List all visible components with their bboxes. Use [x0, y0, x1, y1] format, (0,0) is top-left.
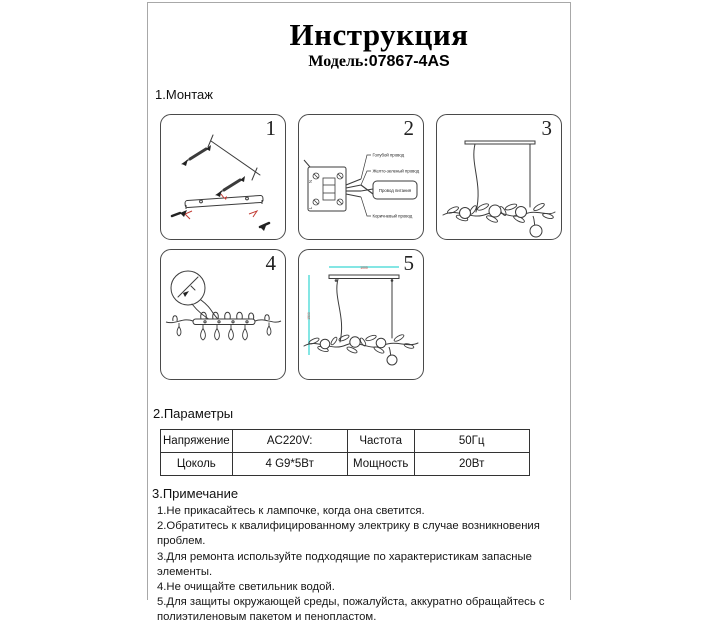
note-item: 2.Обратитесь к квалифицированному электрику в случае возникновения проблем. — [157, 520, 540, 548]
note-item: 5.Для защиты окружающей среды, пожалуйста, аккуратно обращайтесь с полиэтиленовым пакетом и пенопластом. — [157, 596, 545, 624]
notes-list — [157, 504, 573, 626]
params-table — [160, 429, 530, 476]
table-row — [161, 453, 530, 476]
panel-step-5 — [298, 249, 424, 380]
wire-label-yellow-green: Желто-зеленый провод — [372, 168, 420, 174]
manual-page — [147, 2, 571, 624]
note-item: 3.Для ремонта используйте подходящие по характеристикам запасные элементы. — [157, 550, 532, 578]
model-label: Модель: — [308, 53, 369, 70]
panel-number: 3 — [541, 116, 552, 140]
panel-number: 4 — [265, 251, 276, 275]
wire-label-power: Провод питания — [378, 187, 412, 193]
wire-label-blue: Голубой провод — [372, 152, 405, 158]
param-name-power: Мощность — [347, 453, 414, 476]
panel-step-3 — [436, 114, 562, 240]
table-row — [161, 430, 530, 453]
section-notes-heading: 3.Примечание — [152, 486, 239, 501]
panel-number: 1 — [265, 116, 276, 140]
terminal-n-label: N — [308, 179, 313, 183]
width-dimension-label: 1000 — [360, 266, 368, 270]
height-dimension-label: 1500 — [307, 312, 312, 320]
header — [168, 19, 590, 71]
param-name-frequency: Частота — [347, 430, 414, 453]
wire-label-brown: Коричневый провод — [372, 213, 413, 219]
panel-step-1 — [160, 114, 286, 240]
param-name-voltage: Напряжение — [161, 430, 233, 453]
panel-step-2 — [298, 114, 424, 240]
section-params-heading: 2.Параметры — [153, 406, 234, 421]
param-value-frequency: 50Гц — [414, 430, 529, 453]
page-title: Инструкция — [289, 17, 469, 52]
note-item: 1.Не прикасайтесь к лампочке, когда она светится. — [157, 505, 425, 517]
note-item: 4.Не очищайте светильник водой. — [157, 581, 335, 594]
param-name-socket: Цоколь — [161, 453, 233, 476]
model-line — [168, 53, 590, 71]
param-value-socket: 4 G9*5Вт — [232, 453, 347, 476]
panel-number: 5 — [403, 251, 414, 275]
section-montage-heading: 1.Монтаж — [155, 87, 213, 102]
terminal-l-label: L — [308, 206, 313, 209]
param-value-voltage: AC220V: — [232, 430, 347, 453]
panel-number: 2 — [403, 116, 414, 140]
param-value-power: 20Вт — [414, 453, 529, 476]
model-value: 07867-4AS — [368, 53, 450, 70]
panel-step-4 — [160, 249, 286, 380]
